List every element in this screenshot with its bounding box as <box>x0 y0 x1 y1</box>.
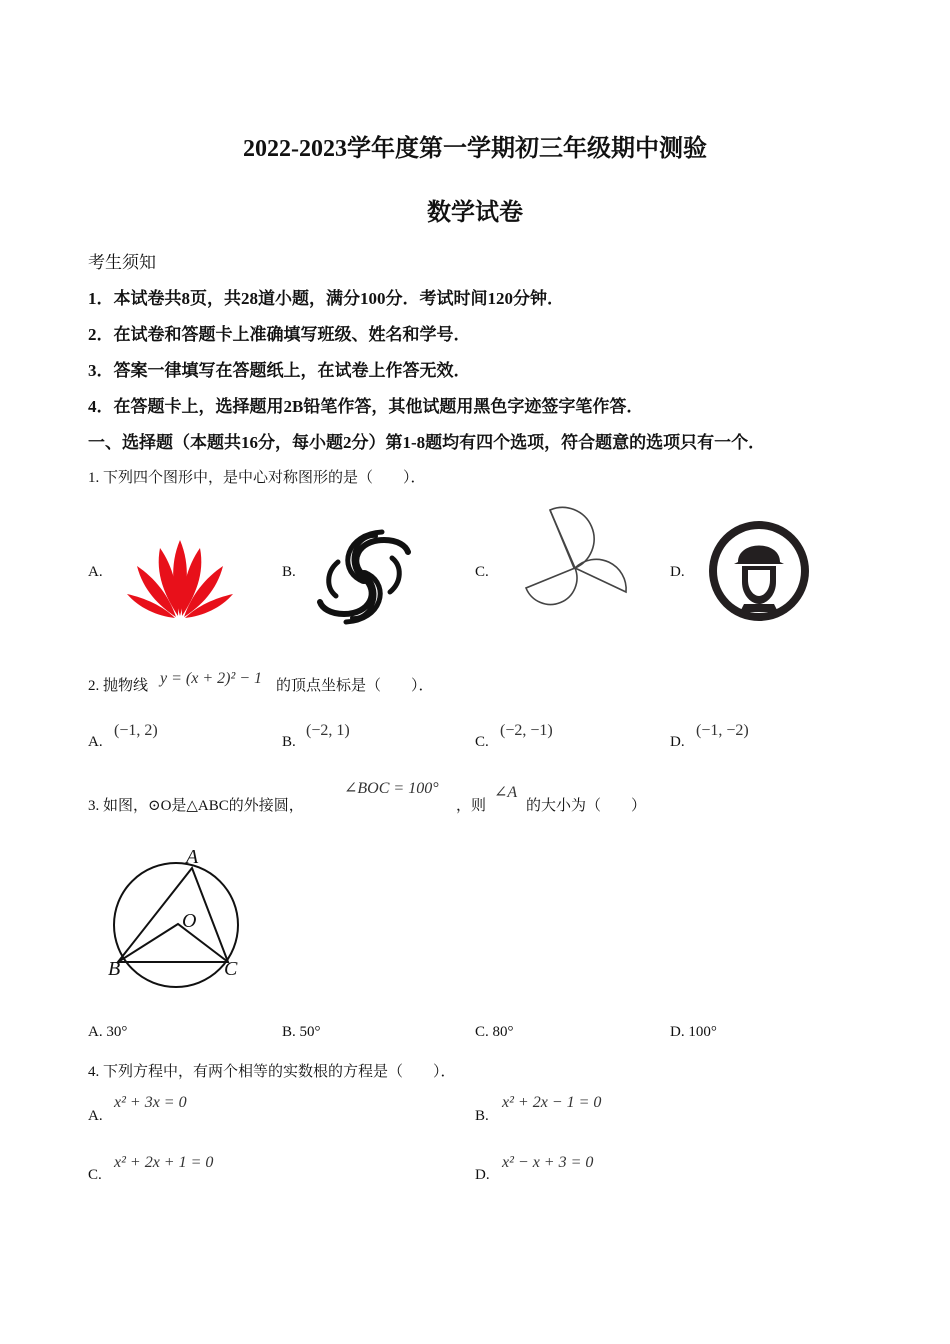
q4-label-c: C. <box>88 1167 102 1183</box>
q4-label-d: D. <box>475 1167 490 1183</box>
page-title: 2022-2023学年度第一学期初三年级期中测验 <box>243 136 707 162</box>
q1-label-d: D. <box>670 564 685 580</box>
q4-option-d: x² − x + 3 = 0 <box>502 1154 594 1171</box>
q4-option-a: x² + 3x = 0 <box>114 1094 187 1111</box>
notice-item-4: 4．在答题卡上，选择题用2B铅笔作答，其他试题用黑色字迹签字笔作答． <box>88 397 644 416</box>
q1-stem: 1. 下列四个图形中，是中心对称图形的是（ ）． <box>88 470 426 486</box>
q2-label-b: B. <box>282 734 296 750</box>
figure-label-c: C <box>224 958 238 980</box>
q2-stem-pre: 2. 抛物线 <box>88 678 149 694</box>
q3-option-b: B. 50° <box>282 1024 321 1040</box>
q2-option-d: (−1, −2) <box>696 722 749 739</box>
q4-stem: 4. 下列方程中，有两个相等的实数根的方程是（ ）． <box>88 1064 456 1080</box>
section-heading: 一、选择题（本题共16分，每小题2分）第1-8题均有四个选项，符合题意的选项只有一个． <box>88 433 766 452</box>
q1-label-c: C. <box>475 564 489 580</box>
notice-heading: 考生须知 <box>88 253 156 272</box>
q2-label-c: C. <box>475 734 489 750</box>
q3-formula: ∠BOC = 100° <box>344 780 439 797</box>
q3-stem-pre: 3. 如图，⊙O是△ABC的外接圆， <box>88 798 304 814</box>
q2-option-a: (−1, 2) <box>114 722 158 739</box>
q3-option-a: A. 30° <box>88 1024 128 1040</box>
q2-stem-post: 的顶点坐标是（ ）． <box>276 678 434 694</box>
q2-formula: y = (x + 2)² − 1 <box>160 670 263 687</box>
q3-option-d: D. 100° <box>670 1024 717 1040</box>
q2-label-a: A. <box>88 734 103 750</box>
swirl-logo-icon <box>318 532 410 622</box>
figure-label-o: O <box>182 910 197 932</box>
q2-option-b: (−2, 1) <box>306 722 350 739</box>
notice-item-3: 3．答案一律填写在答题纸上，在试卷上作答无效． <box>88 361 471 380</box>
notice-item-2: 2．在试卷和答题卡上准确填写班级、姓名和学号． <box>88 325 471 344</box>
q2-option-c: (−2, −1) <box>500 722 553 739</box>
q1-label-b: B. <box>282 564 296 580</box>
q3-stem-post: 的大小为（ ） <box>526 798 647 814</box>
q4-label-a: A. <box>88 1108 103 1124</box>
q3-stem-mid: ，则 <box>456 798 487 814</box>
huawei-logo-icon <box>125 536 235 621</box>
q4-label-b: B. <box>475 1108 489 1124</box>
helmet-sign-icon <box>708 520 810 622</box>
q4-option-c: x² + 2x + 1 = 0 <box>114 1154 214 1171</box>
pinwheel-figure-icon <box>522 508 628 612</box>
q3-formula-2: ∠A <box>494 784 518 801</box>
q3-option-c: C. 80° <box>475 1024 514 1040</box>
q4-option-b: x² + 2x − 1 = 0 <box>502 1094 602 1111</box>
figure-label-b: B <box>108 958 121 980</box>
q1-label-a: A. <box>88 564 103 580</box>
figure-label-a: A <box>186 846 199 868</box>
page-subtitle: 数学试卷 <box>427 200 523 226</box>
q2-label-d: D. <box>670 734 685 750</box>
notice-item-1: 1．本试卷共8页，共28道小题，满分100分．考试时间120分钟． <box>88 289 564 308</box>
